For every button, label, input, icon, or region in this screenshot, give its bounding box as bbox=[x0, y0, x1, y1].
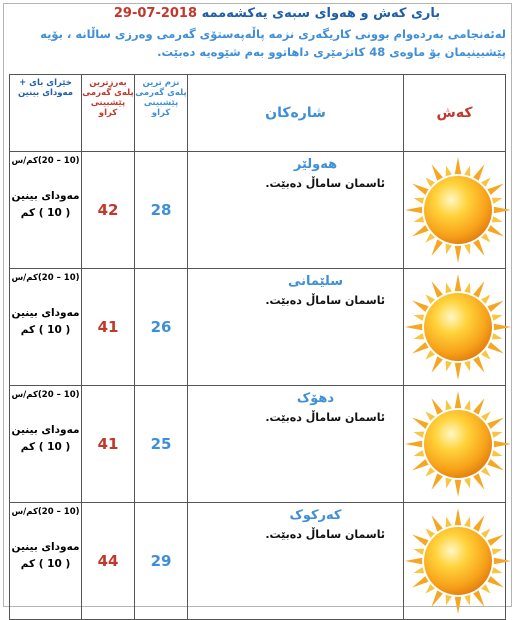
sun-ray bbox=[455, 246, 461, 263]
city-name: دهۆک bbox=[296, 391, 335, 406]
sun-ray bbox=[432, 239, 443, 255]
sun-ray bbox=[481, 233, 490, 242]
sun-ray bbox=[494, 441, 511, 447]
sun-ray bbox=[464, 478, 470, 489]
sun-ray bbox=[414, 198, 425, 204]
sun-ray bbox=[473, 164, 484, 180]
sun-ray bbox=[473, 590, 484, 606]
sun-ray bbox=[432, 590, 443, 606]
sun-ray bbox=[405, 207, 422, 213]
sun-ray bbox=[455, 597, 461, 614]
weather-description: ئاسمان ساماڵ دەبێت. bbox=[265, 294, 385, 307]
sun-ray bbox=[487, 301, 503, 312]
sun-ray bbox=[446, 595, 452, 606]
sun-ray bbox=[446, 361, 452, 372]
sun-ray bbox=[425, 294, 434, 303]
table-header-row bbox=[10, 75, 506, 152]
weather-description: ئاسمان ساماڵ دەبێت. bbox=[265, 177, 385, 190]
sun-ray bbox=[412, 225, 428, 236]
city-cell bbox=[188, 152, 404, 269]
sun-ray bbox=[425, 350, 434, 359]
title-text: باری کەش و هەوای سبەی یەکشەممە bbox=[201, 6, 441, 21]
sun-ray bbox=[412, 535, 428, 546]
sun-ray bbox=[446, 283, 452, 294]
weather-description: ئاسمان ساماڵ دەبێت. bbox=[265, 528, 385, 541]
header-max-temp: بەرزترین پلەی گەرمی پێشبینی کراو bbox=[82, 75, 135, 152]
visibility bbox=[10, 539, 81, 573]
wind-visibility-cell bbox=[10, 152, 82, 269]
sun-ray bbox=[464, 400, 470, 411]
sun-ray bbox=[481, 294, 490, 303]
header-wind-visibility: خێرای بای + مەودای بینین bbox=[10, 75, 82, 152]
sun-ray bbox=[412, 459, 428, 470]
city-name: کەرکوک bbox=[289, 508, 342, 523]
page-title bbox=[8, 6, 508, 21]
sun-ray bbox=[414, 333, 425, 339]
sun-ray bbox=[414, 567, 425, 573]
city-cell bbox=[188, 386, 404, 503]
sun-ray bbox=[405, 324, 422, 330]
sun-ray bbox=[492, 549, 503, 555]
sun-ray bbox=[464, 166, 470, 177]
sun-ray bbox=[464, 283, 470, 294]
forecast-note: لەئەنجامی بەردەوام بوونی کاریگەری نزمە پاڵەپەستۆی گەرمی وەرزی ساڵانە ، بۆیە پێشبینیمان بۆ ماوەی 48 کاتژمێری داهاتوو بەم شێوەیە دەبێت. bbox=[40, 27, 506, 59]
sun-ray bbox=[464, 244, 470, 255]
sun-ray bbox=[432, 473, 443, 489]
sun-icon bbox=[404, 507, 512, 615]
sun-ray bbox=[492, 567, 503, 573]
sun-ray bbox=[487, 576, 503, 587]
sun-ray bbox=[473, 398, 484, 414]
max-temp-cell: 42 bbox=[82, 152, 135, 269]
sun-ray bbox=[425, 233, 434, 242]
sun-ray bbox=[481, 350, 490, 359]
sun-ray bbox=[473, 281, 484, 297]
sun-ray bbox=[494, 207, 511, 213]
sun-ray bbox=[414, 549, 425, 555]
wind-speed: (10 – 20)کم/س bbox=[11, 273, 80, 283]
table-row bbox=[10, 152, 506, 269]
sun-ray bbox=[432, 164, 443, 180]
sun-ray bbox=[455, 274, 461, 291]
sun-ray bbox=[432, 281, 443, 297]
min-temp-cell: 28 bbox=[135, 152, 188, 269]
min-temp-cell: 29 bbox=[135, 503, 188, 620]
sun-ray bbox=[432, 356, 443, 372]
sun-ray bbox=[487, 418, 503, 429]
visibility-value: ( 10 ) کم bbox=[20, 324, 71, 336]
sun-disc bbox=[424, 410, 492, 478]
sun-ray bbox=[446, 517, 452, 528]
sun-ray bbox=[492, 432, 503, 438]
sun-ray bbox=[481, 528, 490, 537]
sun-ray bbox=[405, 558, 422, 564]
sun-ray bbox=[446, 478, 452, 489]
visibility bbox=[10, 305, 81, 339]
sun-ray bbox=[425, 467, 434, 476]
sun-icon bbox=[404, 273, 512, 381]
table-row bbox=[10, 386, 506, 503]
visibility-value: ( 10 ) کم bbox=[20, 207, 71, 219]
sun-ray bbox=[425, 177, 434, 186]
visibility bbox=[10, 422, 81, 456]
sun-ray bbox=[481, 411, 490, 420]
sun-ray bbox=[473, 356, 484, 372]
sun-ray bbox=[492, 315, 503, 321]
sun-ray bbox=[492, 198, 503, 204]
sun-ray bbox=[412, 301, 428, 312]
city-name: سلێمانی bbox=[287, 274, 344, 289]
sun-ray bbox=[487, 225, 503, 236]
sun-ray bbox=[414, 315, 425, 321]
max-temp-cell: 44 bbox=[82, 503, 135, 620]
sun-icon bbox=[404, 390, 512, 498]
sun-ray bbox=[481, 584, 490, 593]
sun-ray bbox=[412, 418, 428, 429]
sun-ray bbox=[492, 450, 503, 456]
header-city: شارەکان bbox=[188, 75, 404, 152]
visibility-label: مەودای بینین bbox=[11, 541, 80, 553]
sun-ray bbox=[481, 467, 490, 476]
table-row bbox=[10, 269, 506, 386]
sun-ray bbox=[412, 576, 428, 587]
weather-icon-cell bbox=[404, 152, 506, 269]
sun-ray bbox=[414, 216, 425, 222]
city-cell bbox=[188, 269, 404, 386]
sun-ray bbox=[414, 432, 425, 438]
sun-ray bbox=[473, 239, 484, 255]
wind-visibility-cell bbox=[10, 503, 82, 620]
sun-ray bbox=[455, 157, 461, 174]
sun-disc bbox=[424, 293, 492, 361]
forecast-date: 2018-07-29 bbox=[113, 6, 198, 21]
sun-ray bbox=[473, 515, 484, 531]
sun-ray bbox=[473, 473, 484, 489]
min-temp-cell: 25 bbox=[135, 386, 188, 503]
sun-disc bbox=[424, 176, 492, 244]
header-weather: کەش bbox=[404, 75, 506, 152]
sun-ray bbox=[455, 480, 461, 497]
sun-ray bbox=[494, 324, 511, 330]
min-temp-cell: 26 bbox=[135, 269, 188, 386]
sun-ray bbox=[481, 177, 490, 186]
visibility-value: ( 10 ) کم bbox=[20, 441, 71, 453]
max-temp-cell: 41 bbox=[82, 386, 135, 503]
visibility-label: مەودای بینین bbox=[11, 424, 80, 436]
sun-ray bbox=[455, 508, 461, 525]
sun-ray bbox=[494, 558, 511, 564]
sun-ray bbox=[464, 517, 470, 528]
wind-speed: (10 – 20)کم/س bbox=[11, 156, 80, 166]
sun-ray bbox=[487, 184, 503, 195]
city-cell bbox=[188, 503, 404, 620]
sun-ray bbox=[487, 535, 503, 546]
max-temp-cell: 41 bbox=[82, 269, 135, 386]
wind-speed: (10 – 20)کم/س bbox=[11, 507, 80, 517]
sun-ray bbox=[425, 584, 434, 593]
header-min-temp: نزم ترین پلەی گەرمی پێشبینی کراو bbox=[135, 75, 188, 152]
sun-ray bbox=[455, 363, 461, 380]
sun-ray bbox=[414, 450, 425, 456]
sun-ray bbox=[487, 342, 503, 353]
visibility-label: مەودای بینین bbox=[11, 307, 80, 319]
sun-ray bbox=[492, 216, 503, 222]
wind-visibility-cell bbox=[10, 269, 82, 386]
weather-icon-cell bbox=[404, 386, 506, 503]
wind-speed: (10 – 20)کم/س bbox=[11, 390, 80, 400]
city-name: هەولێر bbox=[293, 157, 338, 172]
sun-disc bbox=[424, 527, 492, 595]
sun-ray bbox=[487, 459, 503, 470]
sun-ray bbox=[464, 595, 470, 606]
sun-ray bbox=[432, 398, 443, 414]
sun-ray bbox=[446, 400, 452, 411]
visibility-label: مەودای بینین bbox=[11, 190, 80, 202]
sun-ray bbox=[405, 441, 422, 447]
sun-ray bbox=[412, 184, 428, 195]
sun-ray bbox=[432, 515, 443, 531]
sun-ray bbox=[412, 342, 428, 353]
sun-ray bbox=[455, 391, 461, 408]
weather-icon-cell bbox=[404, 269, 506, 386]
table-row bbox=[10, 503, 506, 620]
visibility bbox=[10, 188, 81, 222]
weather-description: ئاسمان ساماڵ دەبێت. bbox=[265, 411, 385, 424]
wind-visibility-cell bbox=[10, 386, 82, 503]
sun-ray bbox=[425, 411, 434, 420]
sun-ray bbox=[492, 333, 503, 339]
sun-icon bbox=[404, 156, 512, 264]
sun-ray bbox=[446, 166, 452, 177]
visibility-value: ( 10 ) کم bbox=[20, 558, 71, 570]
forecast-header bbox=[8, 6, 508, 61]
weather-icon-cell bbox=[404, 503, 506, 620]
sun-ray bbox=[464, 361, 470, 372]
sun-ray bbox=[446, 244, 452, 255]
sun-ray bbox=[425, 528, 434, 537]
forecast-table bbox=[9, 74, 506, 620]
